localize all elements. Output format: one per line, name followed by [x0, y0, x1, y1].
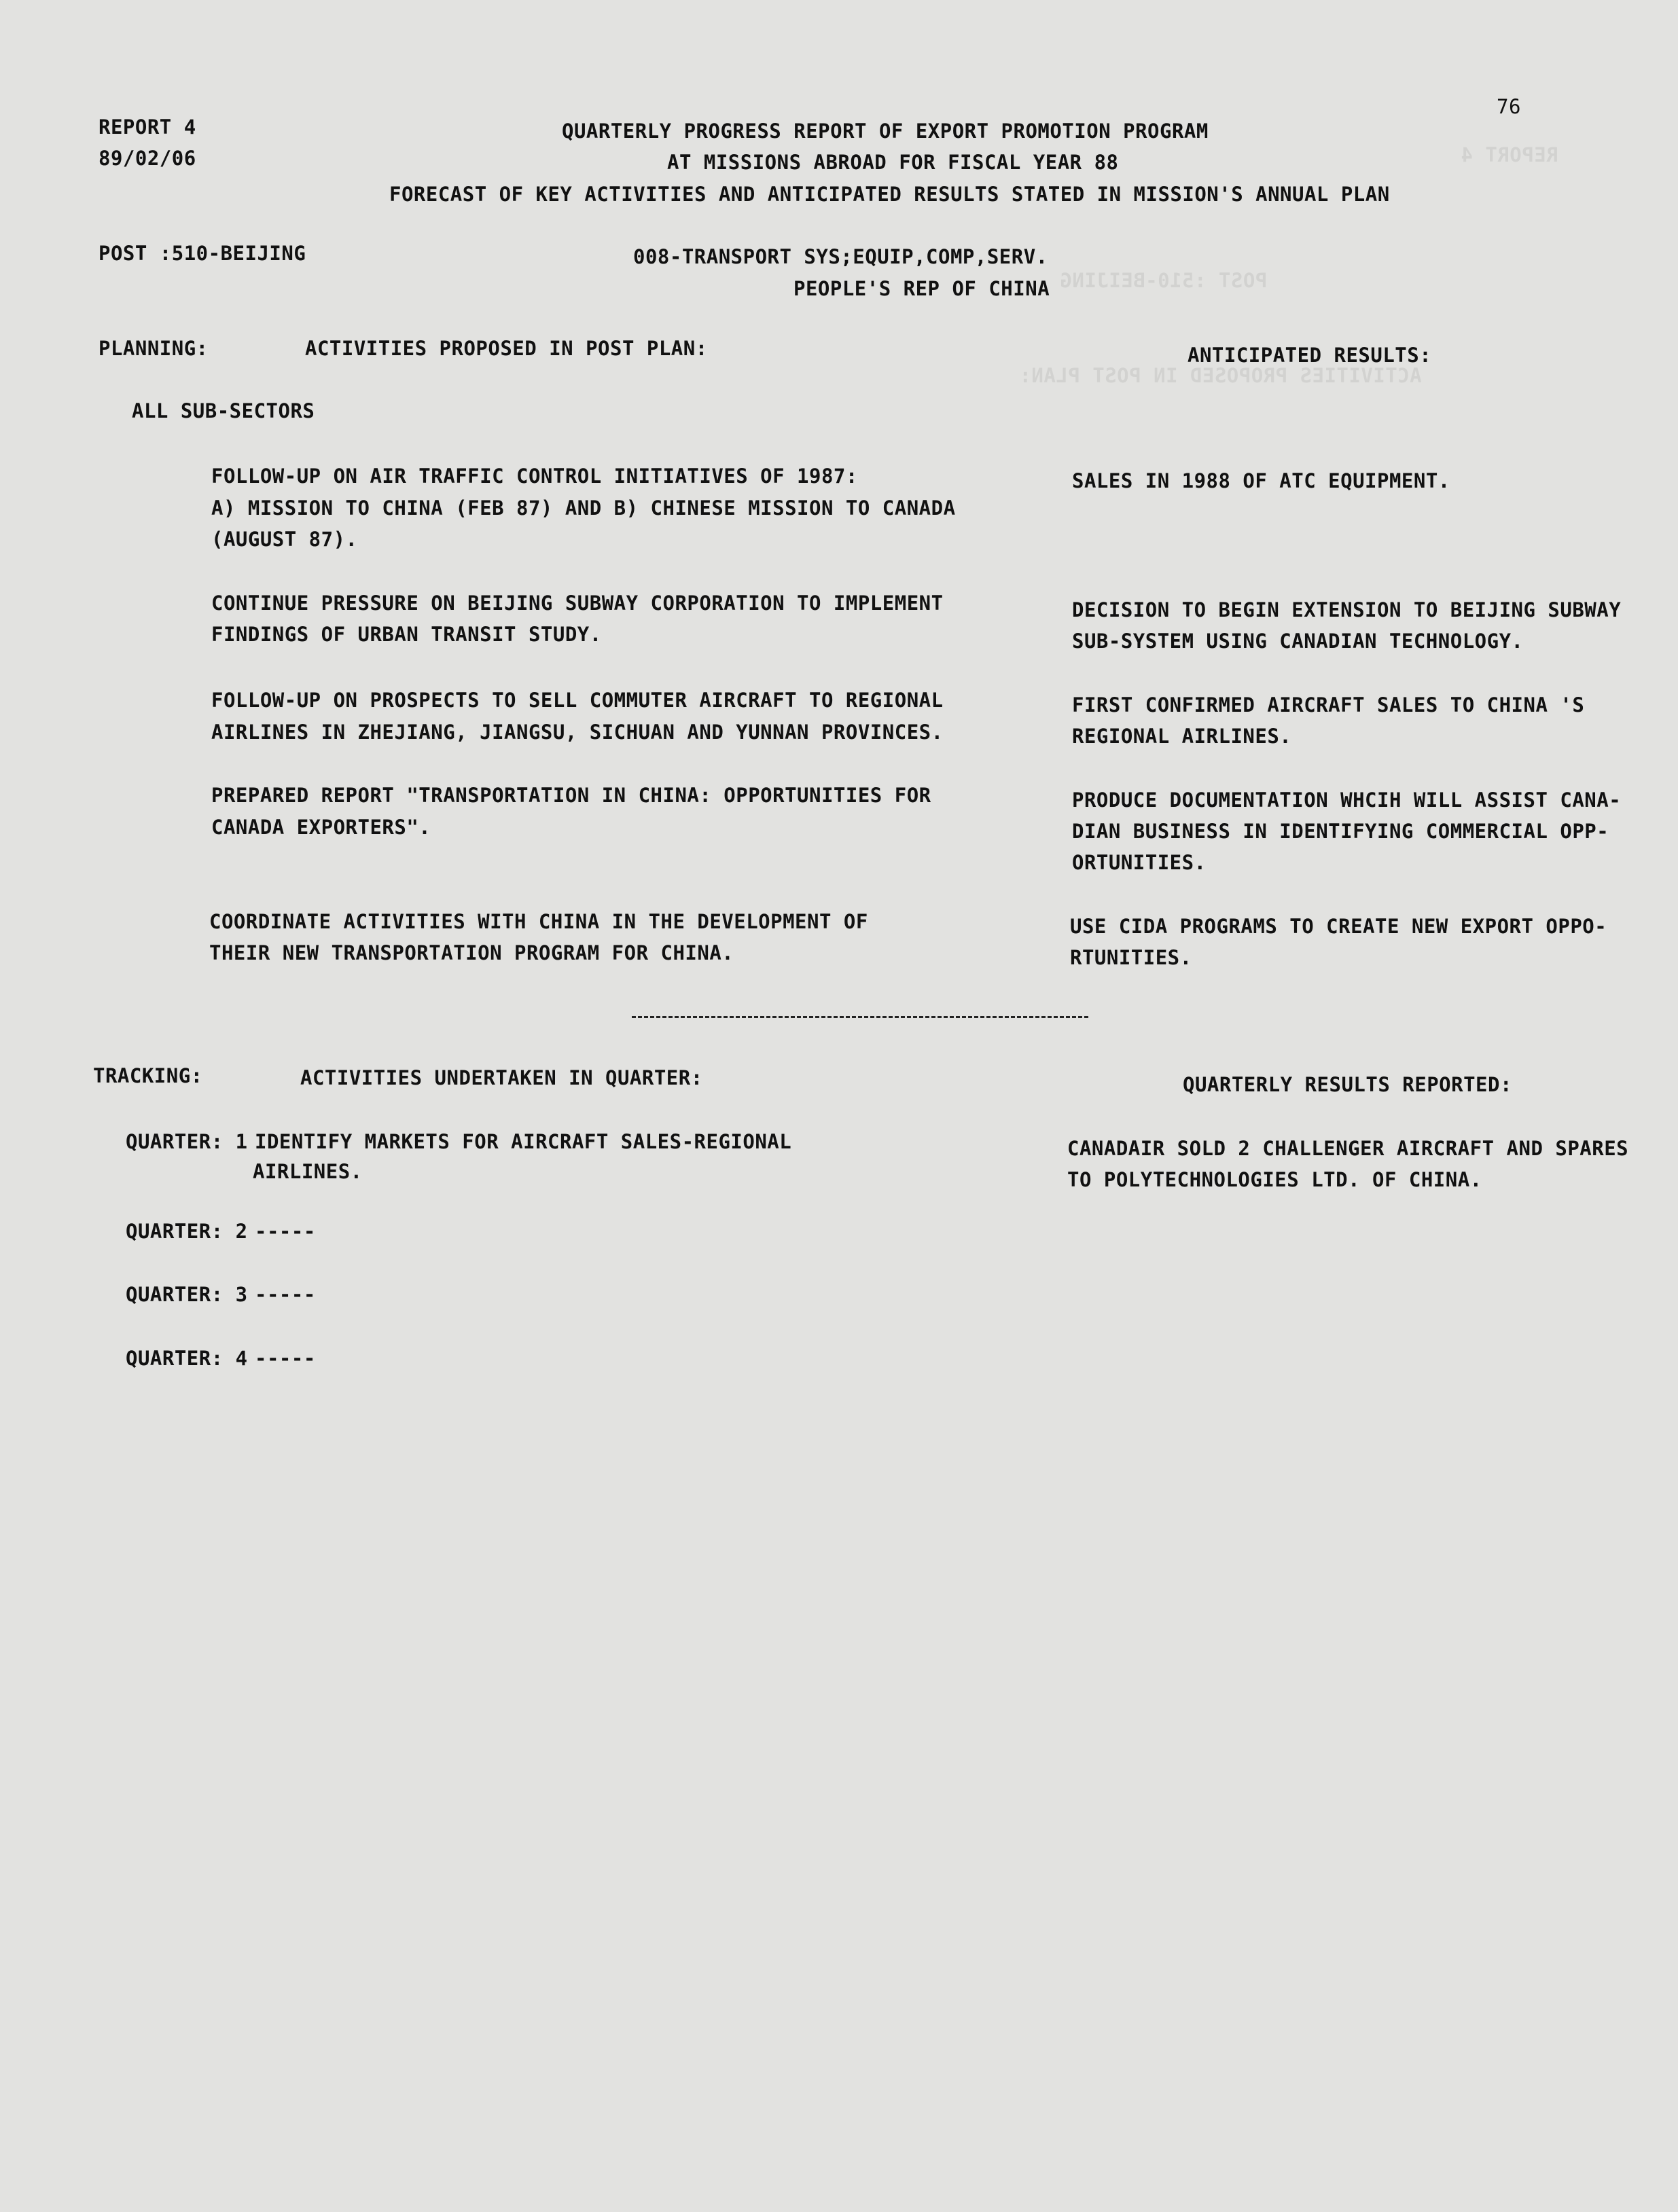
planned-activity-line: FOLLOW-UP ON PROSPECTS TO SELL COMMUTER AIRCRAFT TO REGIONAL	[211, 689, 944, 712]
tracking-activities-header: ACTIVITIES UNDERTAKEN IN QUARTER:	[300, 1066, 703, 1089]
quarter-1-activity-line: IDENTIFY MARKETS FOR AIRCRAFT SALES-REGIONAL	[255, 1130, 792, 1153]
report-title-line-3: FORECAST OF KEY ACTIVITIES AND ANTICIPATED RESULTS STATED IN MISSION'S ANNUAL PLAN	[389, 183, 1390, 206]
quarter-1-label: QUARTER: 1	[126, 1130, 248, 1153]
sector-code: 008-TRANSPORT SYS;EQUIP,COMP,SERV.	[633, 245, 1048, 268]
bleed-through-text: REPORT 4	[1461, 143, 1558, 166]
quarter-3-activity: -----	[255, 1283, 316, 1306]
section-separator	[632, 1016, 1088, 1018]
planned-activity-line: FOLLOW-UP ON AIR TRAFFIC CONTROL INITIATIVES OF 1987:	[211, 465, 858, 488]
country-name: PEOPLE'S REP OF CHINA	[793, 277, 1050, 300]
anticipated-result-line: DIAN BUSINESS IN IDENTIFYING COMMERCIAL OPP-	[1072, 820, 1609, 843]
quarter-2-activity: -----	[255, 1220, 316, 1243]
quarter-1-result-line: CANADAIR SOLD 2 CHALLENGER AIRCRAFT AND SPARES	[1067, 1137, 1629, 1160]
planned-activity-line: CONTINUE PRESSURE ON BEIJING SUBWAY CORPORATION TO IMPLEMENT	[211, 592, 944, 615]
tracking-label: TRACKING:	[93, 1064, 203, 1087]
post-label: POST :510-BEIJING	[99, 242, 306, 265]
quarter-3-label: QUARTER: 3	[126, 1283, 248, 1306]
quarter-4-activity: -----	[255, 1347, 316, 1370]
planned-activity-line: AIRLINES IN ZHEJIANG, JIANGSU, SICHUAN AND YUNNAN PROVINCES.	[211, 721, 944, 744]
tracking-results-header: QUARTERLY RESULTS REPORTED:	[1183, 1073, 1512, 1096]
planned-activity-line: COORDINATE ACTIVITIES WITH CHINA IN THE DEVELOPMENT OF	[209, 910, 868, 933]
planned-activity-line: (AUGUST 87).	[211, 528, 358, 551]
planned-activity-line: THEIR NEW TRANSPORTATION PROGRAM FOR CHINA.	[209, 941, 734, 964]
anticipated-result-line: SUB-SYSTEM USING CANADIAN TECHNOLOGY.	[1072, 630, 1524, 653]
report-date: 89/02/06	[99, 147, 196, 170]
quarter-2-label: QUARTER: 2	[126, 1220, 248, 1243]
quarter-1-result-line: TO POLYTECHNOLOGIES LTD. OF CHINA.	[1067, 1168, 1482, 1191]
anticipated-result-line: DECISION TO BEGIN EXTENSION TO BEIJING SUBWAY	[1072, 598, 1622, 621]
quarter-4-label: QUARTER: 4	[126, 1347, 248, 1370]
anticipated-result-line: REGIONAL AIRLINES.	[1072, 725, 1292, 748]
planning-label: PLANNING:	[99, 337, 209, 360]
bleed-through-text: POST :510-BEIJING	[1060, 269, 1268, 292]
bleed-through-text: ACTIVITIES PROPOSED IN POST PLAN:	[1019, 364, 1422, 387]
anticipated-result-line: FIRST CONFIRMED AIRCRAFT SALES TO CHINA 'S	[1072, 693, 1585, 717]
anticipated-result-line: USE CIDA PROGRAMS TO CREATE NEW EXPORT OPPO-	[1070, 915, 1607, 938]
anticipated-result-line: RTUNITIES.	[1070, 946, 1192, 969]
report-number: REPORT 4	[99, 115, 196, 139]
page-number: 76	[1497, 95, 1521, 118]
anticipated-result-line: PRODUCE DOCUMENTATION WHCIH WILL ASSIST CANA-	[1072, 788, 1622, 812]
planned-activity-line: FINDINGS OF URBAN TRANSIT STUDY.	[211, 623, 602, 646]
subsector-label: ALL SUB-SECTORS	[132, 399, 315, 422]
anticipated-result-line: SALES IN 1988 OF ATC EQUIPMENT.	[1072, 469, 1450, 492]
report-title-line-2: AT MISSIONS ABROAD FOR FISCAL YEAR 88	[667, 151, 1119, 174]
quarter-1-activity-line: AIRLINES.	[253, 1160, 363, 1183]
planned-activity-line: CANADA EXPORTERS".	[211, 816, 431, 839]
anticipated-result-line: ORTUNITIES.	[1072, 851, 1207, 874]
planning-activities-header: ACTIVITIES PROPOSED IN POST PLAN:	[305, 337, 708, 360]
planned-activity-line: A) MISSION TO CHINA (FEB 87) AND B) CHINESE MISSION TO CANADA	[211, 496, 956, 520]
report-title-line-1: QUARTERLY PROGRESS REPORT OF EXPORT PROMOTION PROGRAM	[562, 120, 1209, 143]
planned-activity-line: PREPARED REPORT "TRANSPORTATION IN CHINA: OPPORTUNITIES FOR	[211, 784, 931, 807]
planning-results-header: ANTICIPATED RESULTS:	[1188, 344, 1432, 367]
